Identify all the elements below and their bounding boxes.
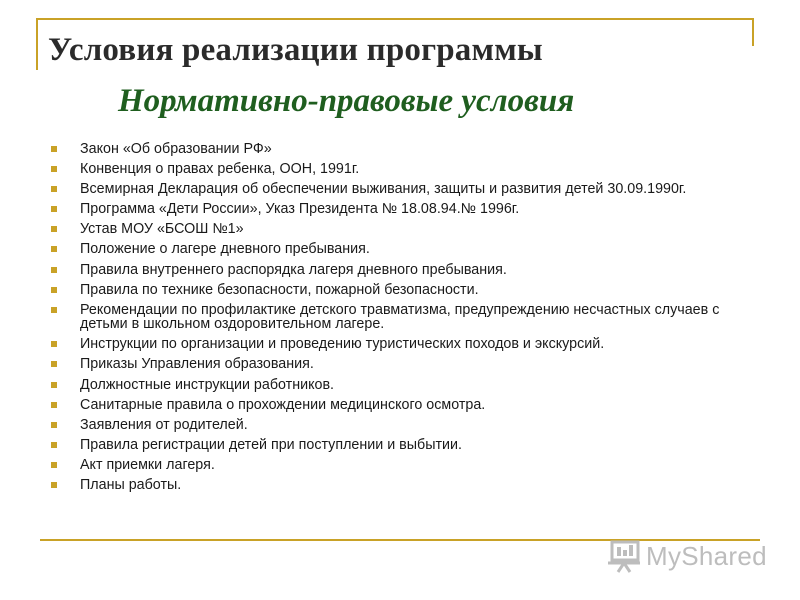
list-item [50,283,770,298]
square-bullet-icon [51,482,57,488]
list-item-text: Правила регистрации детей при поступлении и выбытии. [80,436,462,453]
square-bullet-icon [51,462,57,468]
list-item-text: Инструкции по организации и проведению туристических походов и экскурсий. [80,336,605,353]
list-item [50,438,770,453]
frame-line-right [752,18,754,46]
list-item [50,418,770,433]
square-bullet-icon [51,422,57,428]
list-item-text: Заявления от родителей. [80,416,248,433]
square-bullet-icon [51,287,57,293]
list-item-text: Программа «Дети России», Указ Президента № 18.08.94.№ 1996г. [80,201,520,218]
list-item-text: Приказы Управления образования. [80,356,314,373]
square-bullet-icon [51,267,57,273]
square-bullet-icon [51,226,57,232]
bullet-list [50,142,770,498]
frame-line-left [36,18,38,70]
square-bullet-icon [51,382,57,388]
list-item [50,202,770,217]
list-item-text: Акт приемки лагеря. [80,456,215,473]
square-bullet-icon [51,146,57,152]
list-item [50,162,770,177]
slide-subtitle: Нормативно-правовые условия [118,83,575,119]
list-item-text: Положение о лагере дневного пребывания. [80,241,370,258]
watermark [606,538,767,574]
frame-line-top [36,18,754,20]
square-bullet-icon [51,402,57,408]
list-item-text: Правила по технике безопасности, пожарной безопасности. [80,281,479,298]
list-item-text: Всемирная Декларация об обеспечении выживания, защиты и развития детей 30.09.1990г. [80,181,687,198]
list-item [50,242,770,257]
square-bullet-icon [51,246,57,252]
list-item-text: Правила внутреннего распорядка лагеря дневного пребывания. [80,261,507,278]
square-bullet-icon [51,166,57,172]
list-item-text: Санитарные правила о прохождении медицинского осмотра. [80,396,486,413]
square-bullet-icon [51,206,57,212]
list-item [50,303,770,332]
list-item [50,337,770,352]
watermark-text: MyShared [646,540,767,571]
list-item-text: Устав МОУ «БСОШ №1» [80,221,244,238]
square-bullet-icon [51,186,57,192]
list-item-text: Конвенция о правах ребенка, ООН, 1991г. [80,161,360,178]
square-bullet-icon [51,361,57,367]
square-bullet-icon [51,341,57,347]
list-item [50,398,770,413]
list-item [50,357,770,372]
list-item-text: Рекомендации по профилактике детского травматизма, предупреждению несчастных случаев с детьми в школьном оздоровительном лагере. [80,301,720,333]
square-bullet-icon [51,442,57,448]
slide-title: Условия реализации программы [48,32,543,68]
list-item [50,458,770,473]
list-item-text: Планы работы. [80,477,182,493]
square-bullet-icon [51,307,57,313]
list-item-text: Закон «Об образовании РФ» [80,141,272,157]
list-item [50,378,770,393]
list-item [50,142,770,157]
list-item [50,182,770,197]
list-item [50,263,770,278]
list-item-text: Должностные инструкции работников. [80,376,335,393]
list-item [50,478,770,493]
myshared-logo-icon [606,539,642,573]
list-item [50,222,770,237]
